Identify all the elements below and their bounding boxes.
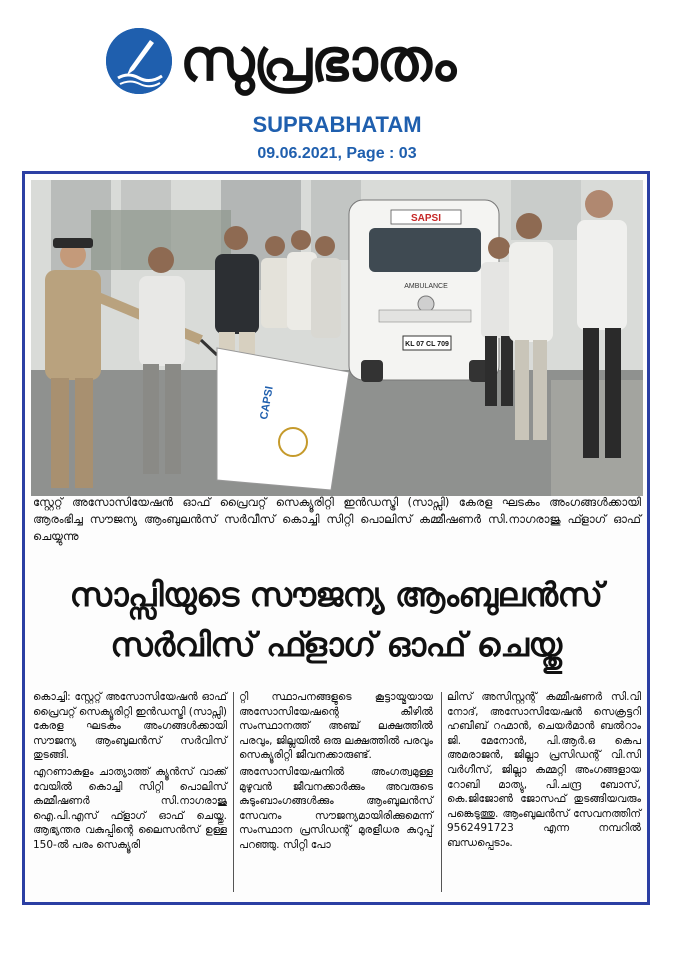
column-divider xyxy=(233,692,234,892)
article-column-1 xyxy=(33,690,227,855)
article-paragraph: ലിസ് അസിസ്റ്റന്റ് കമ്മീഷണർ സി.വി നോദ്, അസോസിയേഷൻ സെക്രട്ടറി ഹബീബ് റഹ്മാൻ, ചെയർമാൻ ബൽറാം ജി. മേനോൻ, പി.ആർ.ഒ കെപ അമരാജൻ, ജില്ലാ പ്രസിഡന്റ് വി.സി വർഗീസ്, ജില്ലാ കമ്മറ്റി അംഗങ്ങളായ റോബി മാത്യു, പി.ചന്ദ്ര ബോസ്, കെ.ജിജോൺ ജോസഫ് തുടങ്ങിയവരും പങ്കെടുത്തു. ആംബുലൻസ് സേവനത്തിന് 9562491723 എന്ന നമ്പറിൽ ബന്ധപ്പെടാം. xyxy=(447,691,641,849)
photo-caption: സ്റ്റേറ്റ് അസോസിയേഷൻ ഓഫ് പ്രൈവറ്റ് സെക്യൂരിറ്റി ഇൻഡസ്ട്രി (സാപ്സി) കേരള ഘടകം അംഗങ്ങൾക്കായി ആരംഭിച്ച സൗജന്യ ആംബുലൻസ് സർവീസ് കൊച്ചി സിറ്റി പൊലിസ് കമ്മീഷണർ സി.നാഗരാജു ഫ്ളാഗ് ഓഫ് ചെയ്യുന്നു xyxy=(33,495,641,543)
article-body xyxy=(33,690,641,900)
article-paragraph: എറണാകുളം ചാത്യാത്ത് ക്യൂൻസ് വാക്ക് വേയിൽ കൊച്ചി സിറ്റി പൊലിസ് കമ്മീഷണർ സി.നാഗരാജു ഐ.പി.എസ് ഫ്ളാഗ് ഓഫ് ചെയ്തു. ആഭ്യന്തര വകുപ്പിന്റെ ലൈസൻസ് ഉള്ള 150-ൽ പരം സെക്യൂരി xyxy=(33,765,227,851)
headline-line-1: സാപ്സിയുടെ സൗജന്യ ആംബുലൻസ് xyxy=(69,575,603,614)
headline-line-2: സർവിസ് ഫ്ളാഗ് ഓഫ് ചെയ്തു xyxy=(110,625,562,664)
newspaper-logo-text: സുപ്രഭാതം xyxy=(180,26,456,94)
article-paragraph: റ്റി സ്ഥാപനങ്ങളുടെ കൂട്ടായ്മയായ അസോസിയേഷന്റെ കീഴിൽ സംസ്ഥാനത്ത് അഞ്ച് ലക്ഷത്തിൽ പരവും, ജില്ലയിൽ ഒരു ലക്ഷത്തിൽ പരവും സെക്യൂരിറ്റി ജീവനക്കാരുണ്ട്. xyxy=(239,691,433,762)
ambulance-label-text: AMBULANCE xyxy=(404,283,448,290)
edition-date-page: 09.06.2021, Page : 03 xyxy=(257,145,417,162)
flag-text: CAPSI xyxy=(258,385,276,421)
news-photo xyxy=(31,180,643,496)
article-headline xyxy=(25,570,647,670)
ambulance-header-text: SAPSI xyxy=(410,213,442,224)
article-column-3 xyxy=(447,690,641,853)
quill-pen-icon xyxy=(106,28,172,94)
column-divider xyxy=(441,692,442,892)
news-clipping xyxy=(22,171,650,905)
article-column-2 xyxy=(239,690,433,855)
article-paragraph: അസോസിയേഷനിൽ അംഗത്വമുള്ള മുഴുവൻ ജീവനക്കാർക്കും അവരുടെ കുടുംബാംഗങ്ങൾക്കും ആംബുലൻസ് സേവനം സൗജന്യമായിരിക്കുമെന്ന് സംസ്ഥാന പ്രസിഡന്റ് മുരളീധര കുറുപ്പ് പറഞ്ഞു. സിറ്റി പോ xyxy=(239,765,433,851)
number-plate-text: KL 07 CL 709 xyxy=(405,341,449,348)
flag-off-photo-illustration xyxy=(31,180,643,496)
article-paragraph: കൊച്ചി: സ്റ്റേറ്റ് അസോസിയേഷൻ ഓഫ് പ്രൈവറ്റ് സെക്യൂരിറ്റി ഇൻഡസ്ട്രി (സാപ്സി) കേരള ഘടകം അംഗങ്ങൾക്കായി സൗജന്യ ആംബുലൻസ് സർവിസ് തുടങ്ങി. xyxy=(33,691,227,762)
newspaper-name: SUPRABHATAM xyxy=(252,112,422,137)
masthead xyxy=(0,12,674,108)
